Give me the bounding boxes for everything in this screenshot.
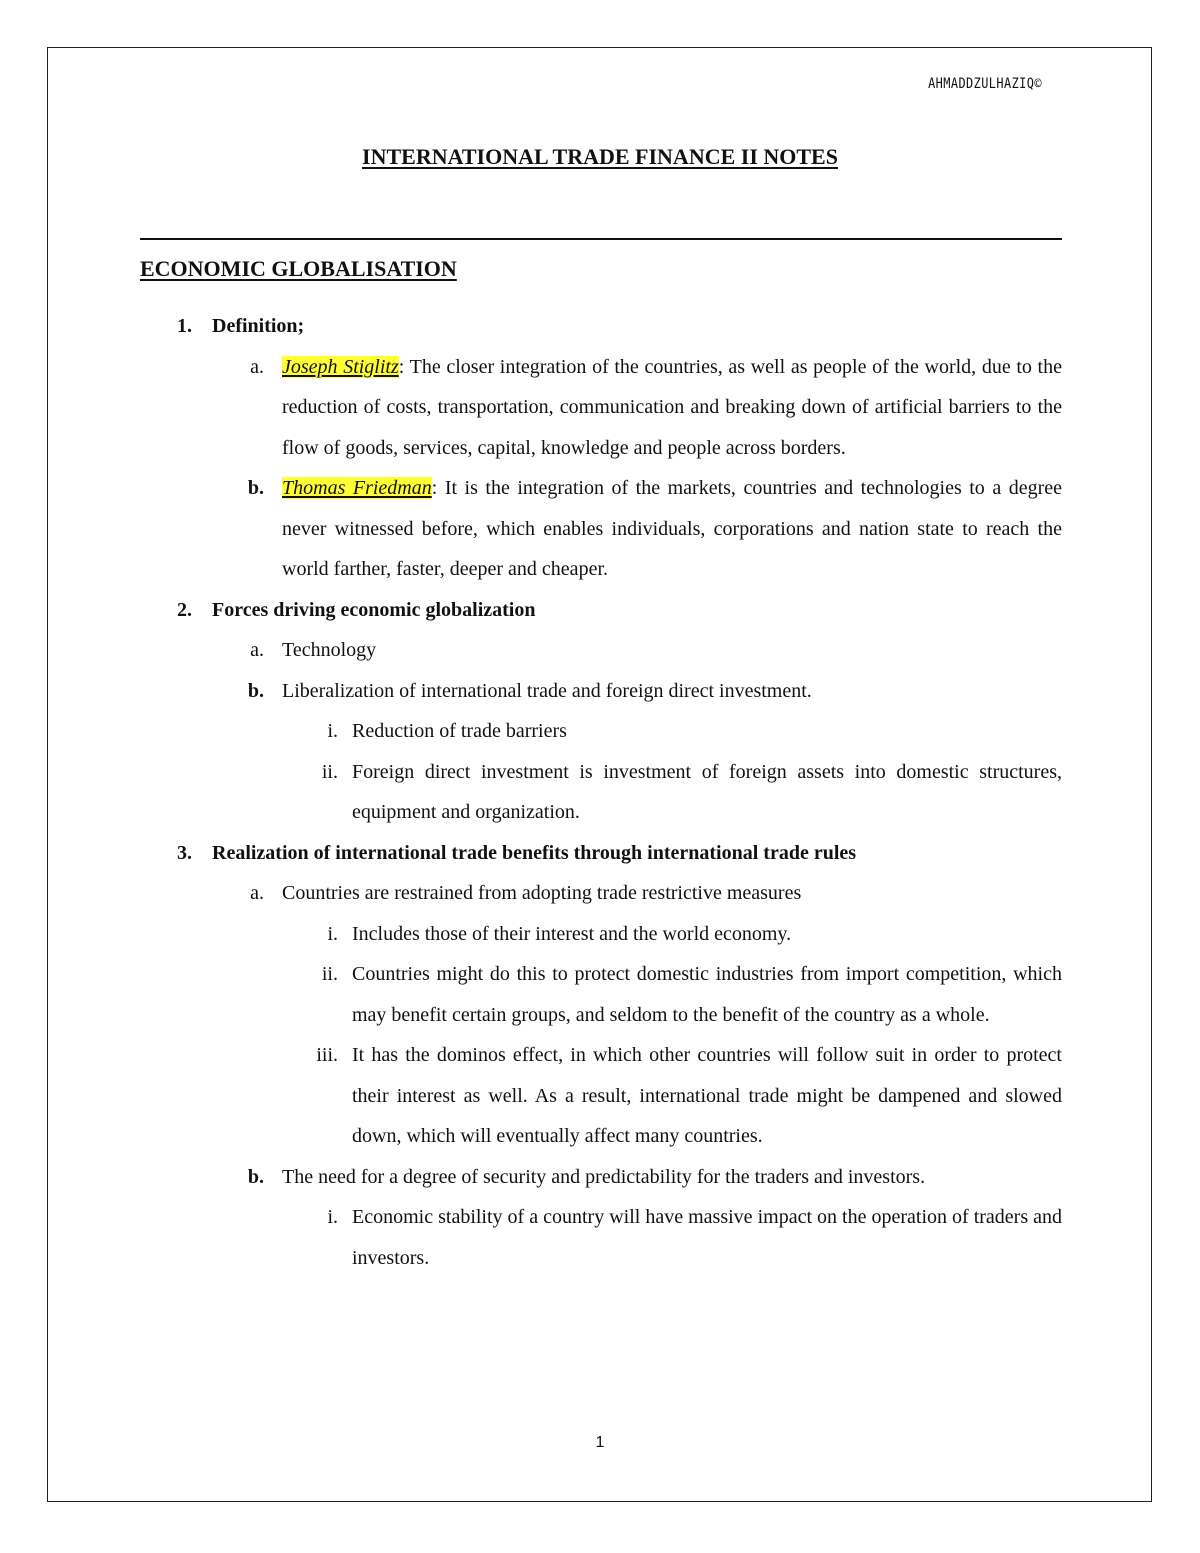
list-text: Economic stability of a country will have massive impact on the operation of traders and investors. (352, 1206, 1062, 1269)
list-item-3 (140, 833, 1062, 874)
highlighted-author-name: Joseph Stiglitz (282, 355, 399, 378)
list-text: Foreign direct investment is investment of foreign assets into domestic structures, equipment and organization. (352, 760, 1062, 823)
definition-text: : The closer integration of the countries, as well as people of the world, due to the reduction of costs, transportation, communication and breaking down of artificial barriers to the flow of goods, services, capital, knowledge and people across borders. (282, 355, 1062, 459)
list-roman: ii. (321, 963, 338, 985)
page-number: 1 (595, 1434, 605, 1451)
list-item-1b (140, 468, 1062, 590)
list-text: Liberalization of international trade and foreign direct investment. (282, 679, 812, 702)
list-heading: Definition; (212, 315, 305, 337)
list-item-3a-iii (140, 1035, 1062, 1157)
list-item-1a (140, 347, 1062, 469)
list-item-3a (140, 873, 1062, 914)
list-item-3a-ii (140, 954, 1062, 1035)
highlighted-author-name: Thomas Friedman (282, 477, 432, 499)
list-text: Includes those of their interest and the world economy. (352, 922, 792, 945)
list-item-2a (140, 630, 1062, 671)
list-roman: ii. (321, 760, 338, 783)
list-heading: Realization of international trade benefits through international trade rules (212, 841, 857, 864)
list-text: Countries are restrained from adopting trade restrictive measures (282, 882, 802, 904)
document-title: INTERNATIONAL TRADE FINANCE II NOTES (362, 144, 838, 169)
list-number: 1. (177, 315, 192, 337)
list-text: It has the dominos effect, in which other countries will follow suit in order to protect their interest as well. As a result, international trade might be dampened and slowed down, which will eventually affect many countries. (352, 1044, 1062, 1147)
author-header: AHMADDZULHAZIQ© (928, 76, 1042, 92)
list-text: Technology (282, 639, 377, 661)
list-heading: Forces driving economic globalization (212, 598, 536, 621)
list-roman: i. (327, 720, 338, 742)
list-number: 3. (177, 841, 192, 864)
list-text: Countries might do this to protect domestic industries from import competition, which may benefit certain groups, and seldom to the benefit of the country as a whole. (352, 963, 1062, 1026)
list-roman: i. (327, 1206, 338, 1228)
list-letter: a. (250, 639, 264, 661)
list-text: The need for a degree of security and predictability for the traders and investors. (282, 1165, 926, 1188)
list-item-3a-i (140, 914, 1062, 955)
list-letter: a. (250, 882, 264, 904)
section-title: ECONOMIC GLOBALISATION (140, 256, 457, 281)
notes-content (140, 306, 1062, 1278)
list-letter: b. (247, 679, 264, 702)
list-item-3b-i (140, 1197, 1062, 1278)
list-item-2b (140, 671, 1062, 712)
list-text: Reduction of trade barriers (352, 720, 567, 742)
list-item-2b-ii (140, 752, 1062, 833)
title-divider (140, 238, 1062, 240)
definition-text: : It is the integration of the markets, countries and technologies to a degree never witnessed before, which enables individuals, corporations and nation state to reach the world farther, faster, deeper and cheaper. (282, 477, 1062, 580)
list-number: 2. (177, 598, 192, 621)
list-roman: iii. (316, 1044, 338, 1066)
list-item-3b (140, 1157, 1062, 1198)
list-roman: i. (327, 922, 338, 945)
list-letter: b. (247, 1165, 264, 1188)
list-item-2b-i (140, 711, 1062, 752)
list-letter: a. (250, 355, 264, 378)
list-letter: b. (247, 477, 264, 499)
list-item-2 (140, 590, 1062, 631)
list-item-1 (140, 306, 1062, 347)
